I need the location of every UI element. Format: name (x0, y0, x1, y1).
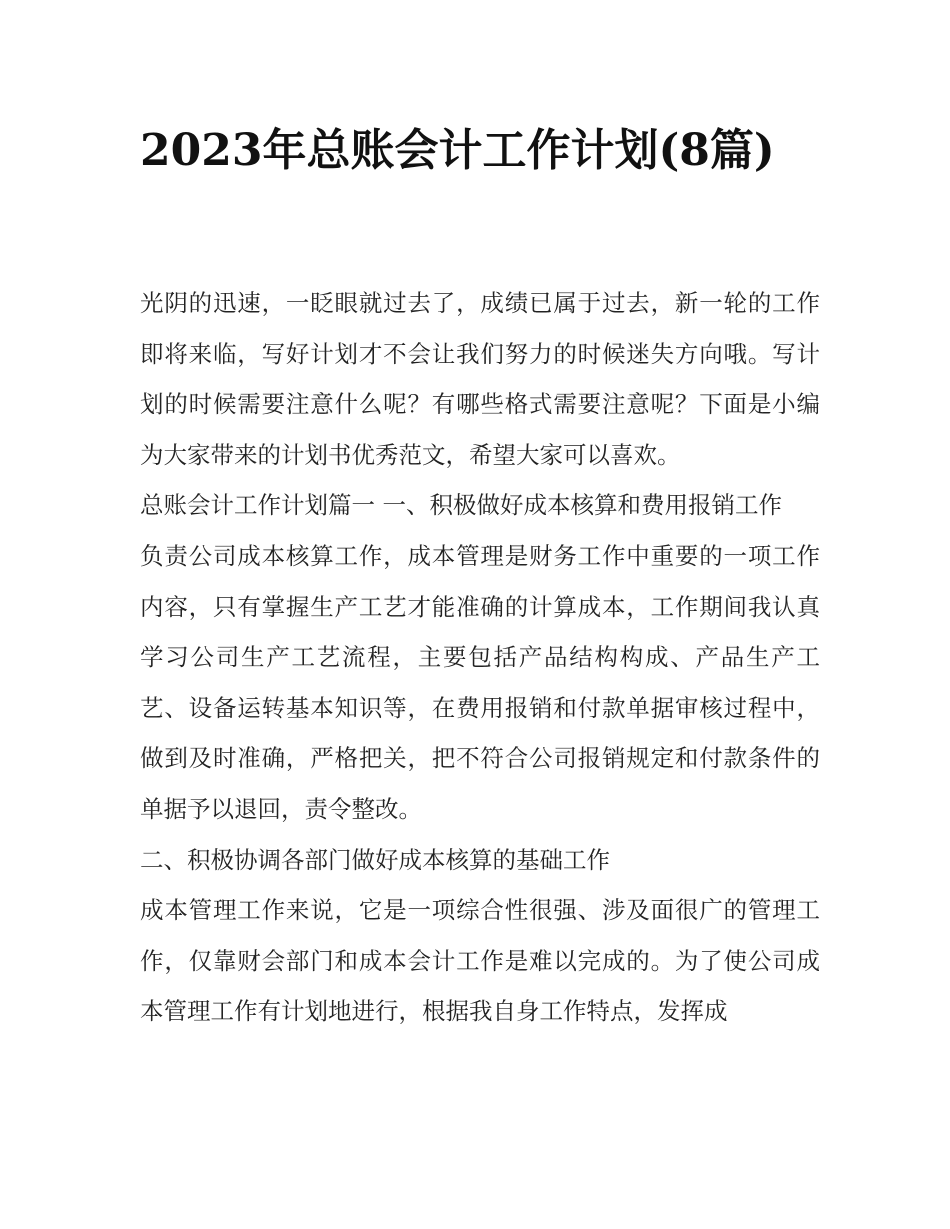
paragraph-intro: 光阴的迅速，一眨眼就过去了，成绩已属于过去，新一轮的工作即将来临，写好计划才不会让我们努力的时候迷失方向哦。写计划的时候需要注意什么呢？有哪些格式需要注意呢？下面是小编为大家带来的计划书优秀范文，希望大家可以喜欢。 (140, 289, 820, 469)
paragraph-cost-accounting: 负责公司成本核算工作，成本管理是财务工作中重要的一项工作内容，只有掌握生产工艺才能准确的计算成本，工作期间我认真学习公司生产工艺流程，主要包括产品结构构成、产品生产工艺、设备运转基本知识等，在费用报销和付款单据审核过程中，做到及时准确，严格把关，把不符合公司报销规定和付款条件的单据予以退回，责令整改。 (140, 541, 820, 823)
document-body (140, 278, 820, 1037)
paragraph-section-two-heading: 二、积极协调各部门做好成本核算的基础工作 (140, 845, 610, 874)
document-title: 2023年总账会计工作计划(8篇) (140, 125, 775, 176)
paragraph-cost-management: 成本管理工作来说，它是一项综合性很强、涉及面很广的管理工作，仅靠财会部门和成本会计工作是难以完成的。为了使公司成本管理工作有计划地进行，根据我自身工作特点，发挥成 (140, 896, 820, 1026)
paragraph-section-one-heading: 总账会计工作计划篇一 一、积极做好成本核算和费用报销工作 (140, 491, 782, 520)
